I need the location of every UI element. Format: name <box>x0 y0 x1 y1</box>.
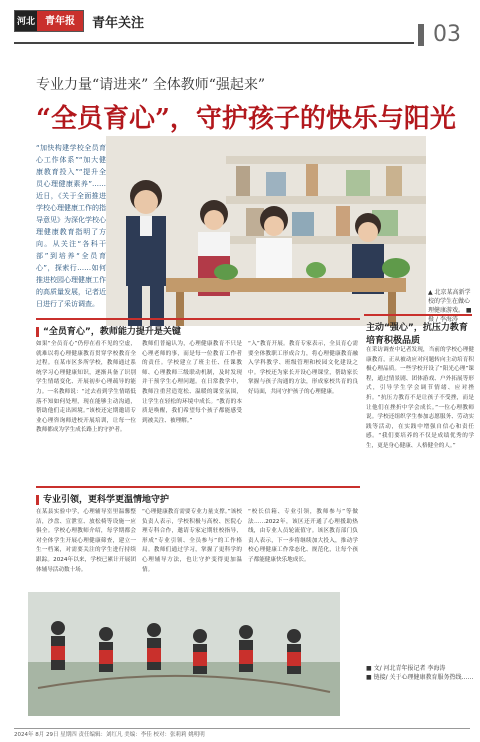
classroom-photo <box>106 136 426 326</box>
sidebar-link-note: ■ 链接/ 关于心理健康教育服务热线…… <box>366 674 474 681</box>
sidebar-author: ■ 文/ 河北青年报记者 李海涛 <box>366 665 446 672</box>
page-footer: 2024年 8月 29日 星期四 责任编辑：刘红凡 美编：李佳 校对：张莉莉 姚明明 <box>14 732 205 738</box>
header-divider <box>14 42 414 44</box>
heading-bar <box>36 327 39 337</box>
page-header <box>0 0 480 48</box>
article-kicker: 专业力量“请进来” 全体教师“强起来” <box>36 77 266 93</box>
section-heading <box>36 324 360 337</box>
section-body-col1: 在某县实验中学，心理辅导室里温馨整洁，沙盘、宣泄室、放松椅等设施一应俱全。学校心理教师介绍，每学期都会对全体学生开展心理健康筛查，建立一生一档案，对需要关注的学生进行持续跟踪。2024年以来，学校已累计开展团体辅导活动数十场。 <box>36 509 136 573</box>
logo-right: 青年报 <box>37 11 83 31</box>
sidebar-heading: 主动“强心”，抗压力教育培育积极品质 <box>366 323 468 346</box>
footer-divider <box>14 728 470 729</box>
sidebar-note <box>366 664 474 682</box>
section-divider <box>36 486 360 488</box>
section-divider <box>36 318 360 320</box>
section-heading <box>36 492 360 505</box>
section-title: 青年关注 <box>92 16 145 31</box>
photo-caption: ▲ 北京某高新学校的学生在做心理健康游戏。 ■ 摄 / 李海涛 <box>428 289 472 323</box>
article-headline: “全员育心”，守护孩子的快乐与阳光 <box>36 104 456 134</box>
section-body-col3: “入”教育开展。教育专家表示，全员育心需要全体教职工形成合力，将心理健康教育融入学科教学、班级管理和校园文化建设之中。学校还为家长开设心理课堂，帮助家长掌握与孩子沟通的方法，形成家校共育的良好局面，共同守护孩子的心理健康。 <box>248 341 358 395</box>
heading-bar <box>36 495 39 505</box>
page-number: 03 <box>418 24 470 46</box>
section-body-col1: 如果“全员育心”仍停在看不见的空虚，就难以将心理健康教育贯穿学校教育全过程。在某市区多所学校，教师通过系统学习心理健康知识，逐渐具备了识别学生情绪变化、开展初步心理疏导的能力。一名教师说：“过去看到学生情绪低落不知如何处理，现在能够主动沟通，帮助他们走出困境。”该校还定期邀请专业心理咨询师进校开展培训，让每一位教师都成为学生成长路上的守护者。 <box>36 341 136 434</box>
logo-left: 河北 <box>15 11 37 31</box>
sidebar-body: 在采访调查中记者发现，当前的学校心理健康教育，正从被动应对问题转向主动培育积极心理品质。一些学校开设了“阳光心理”课程，通过情景剧、团体游戏、户外拓展等形式，引导学生学会调节情绪、应对挫折。“抗压力教育不是让孩子不受挫，而是让他们在挫折中学会成长。”一位心理教师说。学校还组织学生参加志愿服务、劳动实践等活动，在实践中增强自信心和责任感。“我们要培养的不仅是成绩优秀的学生，更是身心健康、人格健全的人。” <box>366 347 474 449</box>
outdoor-photo-graphic <box>28 592 340 716</box>
section-body-col3: “校长信箱、专业引领，教师参与”等做法……2022年，该区还开通了心理援助热线，由专业人员轮流值守。该区教育部门负责人表示，下一步将继续加大投入，推动学校心理健康工作常态化、规范化，让每个孩子都能健康快乐地成长。 <box>248 509 358 563</box>
section-heading-text: “全员育心”，教师能力提升是关键 <box>43 327 181 337</box>
classroom-photo-graphic <box>106 136 426 326</box>
sidebar-divider <box>364 314 472 316</box>
section-body-col2: 教师们普遍认为，心理健康教育不只是心理老师的事，而是每一位教育工作者的责任。学校建立了班主任、任课教师、心理教师三级联动机制，及时发现并干预学生心理问题。在日常教学中，教师注重营造宽松、温暖的课堂氛围，让学生在轻松的环境中成长。“教育的本质是唤醒，我们希望每个孩子都能感受到被关注、被理解。” <box>142 341 242 424</box>
section-heading-text: 专业引领，更科学更温情地守护 <box>43 495 170 505</box>
outdoor-activity-photo <box>28 592 340 716</box>
newspaper-logo <box>14 10 84 32</box>
article-lede: “加快构建学校全员育心工作体系”“加大健康教育投入”“提升全员心理健康素养”……近日，《关于全面推进学校心理健康工作的指导意见》为深化学校心理健康教育指明了方向。从关注“各科干部”到培养“全员育心”，探索行……如何推进校园心理健康工作的高质量发展，记者近日进行了采访调查。 <box>36 144 106 308</box>
section-body-col2: “心理健康教育需要专业力量支撑。”该校负责人表示，学校积极与高校、医院心理专科合作，邀请专家定期驻校指导，形成“专业引领、全员参与”的工作格局。教师们通过学习，掌握了更科学的心理辅导方法，也让守护变得更加温情。 <box>142 509 242 573</box>
